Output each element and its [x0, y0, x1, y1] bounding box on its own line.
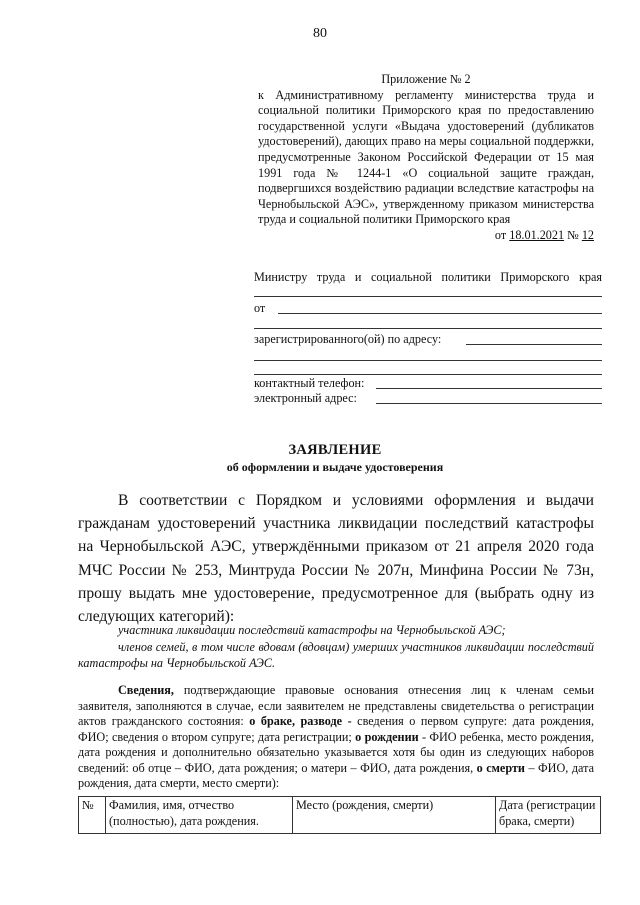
records-table [78, 796, 601, 834]
order-prefix: от [494, 227, 507, 242]
info-marriage: о браке, разводе - [249, 714, 352, 728]
info-part-4: – ФИО, дата рождения, дата смерти, место смерти): [78, 760, 594, 790]
header-number: № [79, 797, 106, 834]
order-number-sign: № [567, 227, 579, 242]
order-date: 18.01.2021 [509, 227, 565, 242]
addressee-to: Министру труда и социальной политики Приморского края [254, 270, 602, 284]
from-label: от [254, 301, 266, 315]
category-options [78, 622, 594, 672]
info-part-2: сведения о первом супруге: дата рождения, ФИО; сведения о втором супруге; дата регистрации; [78, 714, 594, 744]
email-field[interactable] [376, 403, 602, 404]
order-number: 12 [581, 227, 594, 242]
email-label: электронный адрес: [254, 391, 357, 405]
appendix-text: к Административному регламенту министерства труда и социальной политики Приморского края по предоставлению государственной услуги «Выдача удостоверений (дубликатов удостоверений), дающих право на меры социальной поддержки, предусмотренные Законом Российской Федерации от 15 мая 1991 года № 1244-1 «О социальной защите граждан, подвергшихся воздействию радиации вследствие катастрофы на Чернобыльской АЭС», утвержденному приказом министерства труда и социальной политики Приморского края [258, 87, 594, 227]
address-field-line-3[interactable] [254, 374, 602, 375]
appendix-order-line [258, 228, 594, 244]
option-liquidator[interactable]: участника ликвидации последствий катастрофы на Чернобыльской АЭС; [118, 623, 506, 637]
phone-label: контактный телефон: [254, 376, 365, 390]
table-header-row [79, 797, 601, 834]
info-death: о смерти [476, 760, 525, 775]
addressee-line [254, 296, 602, 297]
from-field[interactable] [278, 313, 602, 314]
option-family-members[interactable]: членов семей, в том числе вдовам (вдовцам) умерших участников ликвидации последствий катастрофы на Чернобыльской АЭС. [78, 639, 594, 670]
info-part-3: - ФИО ребенка, место рождения, дата рождения и дополнительно обязательно указывается хотя бы один из следующих наборов сведений: об отце – ФИО, дата рождения; о матери – ФИО, дата рождения, [78, 729, 594, 775]
header-full-name: Фамилия, имя, отчество (полностью), дата рождения. [106, 797, 293, 834]
appendix-title: Приложение № 2 [381, 72, 471, 86]
registered-label: зарегистрированного(ой) по адресу: [254, 332, 442, 346]
statement-body-block [78, 489, 594, 628]
header-date: Дата (регистрации брака, смерти) [496, 797, 601, 834]
phone-field[interactable] [376, 388, 602, 389]
from-field-line-2[interactable] [254, 328, 602, 329]
statement-body: В соответствии с Порядком и условиями оформления и выдачи гражданам удостоверений участника ликвидации последствий катастрофы на Чернобыльской АЭС, утверждёнными приказом от 21 апреля 2020 года МЧС России № 253, Минтруда России № 207н, Минфина России № 73н, прошу выдать мне удостоверение, предусмотренное для (выбрать одну из следующих категорий): [78, 492, 594, 626]
info-part-1: подтверждающие правовые основания отнесения лиц к членам семьи заявителя, заполняются в случае, если заявителем не представлены свидетельства о регистрации актов гражданского состояния: [78, 683, 594, 728]
info-birth: о рождении [355, 729, 419, 744]
address-field-line-2[interactable] [254, 360, 602, 361]
info-paragraph [78, 683, 594, 792]
info-lead: Сведения, [118, 683, 174, 697]
statement-title: ЗАЯВЛЕНИЕ [288, 442, 382, 458]
statement-subtitle: об оформлении и выдаче удостоверения [226, 460, 444, 474]
appendix-block [258, 72, 594, 244]
header-place: Место (рождения, смерти) [293, 797, 496, 834]
address-field[interactable] [466, 344, 602, 345]
page-number: 80 [313, 26, 327, 41]
